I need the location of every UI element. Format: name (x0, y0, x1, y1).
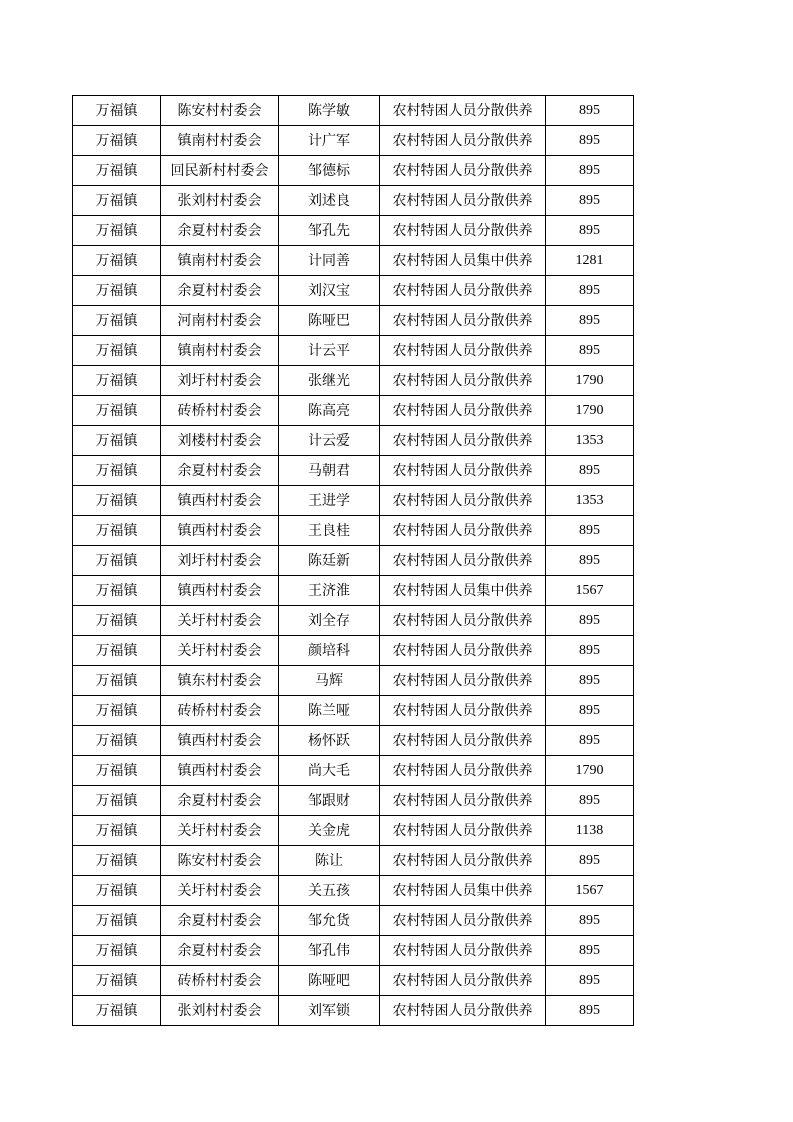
support-type-cell: 农村特困人员分散供养 (380, 486, 546, 516)
table-row (73, 546, 634, 576)
town-cell: 万福镇 (73, 936, 161, 966)
person-name-cell: 刘军锁 (279, 996, 380, 1026)
support-type-cell: 农村特困人员分散供养 (380, 276, 546, 306)
person-name-cell: 关五孩 (279, 876, 380, 906)
town-cell: 万福镇 (73, 516, 161, 546)
town-cell: 万福镇 (73, 876, 161, 906)
village-committee-cell: 砖桥村村委会 (161, 396, 279, 426)
village-committee-cell: 余夏村村委会 (161, 906, 279, 936)
support-type-cell: 农村特困人员分散供养 (380, 996, 546, 1026)
roster-table-body (73, 96, 634, 1026)
amount-cell: 895 (546, 966, 634, 996)
town-cell: 万福镇 (73, 576, 161, 606)
amount-cell: 895 (546, 786, 634, 816)
support-type-cell: 农村特困人员分散供养 (380, 696, 546, 726)
support-type-cell: 农村特困人员集中供养 (380, 576, 546, 606)
village-committee-cell: 砖桥村村委会 (161, 966, 279, 996)
person-name-cell: 尚大毛 (279, 756, 380, 786)
roster-table (72, 95, 634, 1026)
person-name-cell: 关金虎 (279, 816, 380, 846)
town-cell: 万福镇 (73, 306, 161, 336)
support-type-cell: 农村特困人员分散供养 (380, 426, 546, 456)
support-type-cell: 农村特困人员分散供养 (380, 156, 546, 186)
village-committee-cell: 河南村村委会 (161, 306, 279, 336)
amount-cell: 1281 (546, 246, 634, 276)
town-cell: 万福镇 (73, 786, 161, 816)
amount-cell: 895 (546, 546, 634, 576)
village-committee-cell: 镇西村村委会 (161, 486, 279, 516)
village-committee-cell: 关圩村村委会 (161, 636, 279, 666)
person-name-cell: 陈哑巴 (279, 306, 380, 336)
person-name-cell: 张继光 (279, 366, 380, 396)
town-cell: 万福镇 (73, 816, 161, 846)
town-cell: 万福镇 (73, 696, 161, 726)
amount-cell: 895 (546, 516, 634, 546)
amount-cell: 1353 (546, 486, 634, 516)
table-row (73, 816, 634, 846)
town-cell: 万福镇 (73, 486, 161, 516)
table-row (73, 936, 634, 966)
village-committee-cell: 关圩村村委会 (161, 816, 279, 846)
town-cell: 万福镇 (73, 636, 161, 666)
amount-cell: 1790 (546, 396, 634, 426)
table-row (73, 306, 634, 336)
amount-cell: 895 (546, 606, 634, 636)
table-row (73, 756, 634, 786)
table-row (73, 486, 634, 516)
support-type-cell: 农村特困人员分散供养 (380, 786, 546, 816)
person-name-cell: 邹德标 (279, 156, 380, 186)
table-row (73, 576, 634, 606)
amount-cell: 895 (546, 456, 634, 486)
village-committee-cell: 陈安村村委会 (161, 96, 279, 126)
town-cell: 万福镇 (73, 216, 161, 246)
table-row (73, 846, 634, 876)
amount-cell: 1567 (546, 876, 634, 906)
table-row (73, 156, 634, 186)
person-name-cell: 计云爱 (279, 426, 380, 456)
support-type-cell: 农村特困人员分散供养 (380, 96, 546, 126)
amount-cell: 895 (546, 336, 634, 366)
support-type-cell: 农村特困人员分散供养 (380, 126, 546, 156)
village-committee-cell: 镇南村村委会 (161, 246, 279, 276)
person-name-cell: 陈兰哑 (279, 696, 380, 726)
village-committee-cell: 关圩村村委会 (161, 876, 279, 906)
town-cell: 万福镇 (73, 996, 161, 1026)
table-row (73, 276, 634, 306)
person-name-cell: 刘述良 (279, 186, 380, 216)
amount-cell: 1790 (546, 756, 634, 786)
support-type-cell: 农村特困人员分散供养 (380, 906, 546, 936)
town-cell: 万福镇 (73, 336, 161, 366)
person-name-cell: 陈学敏 (279, 96, 380, 126)
support-type-cell: 农村特困人员分散供养 (380, 966, 546, 996)
village-committee-cell: 张刘村村委会 (161, 996, 279, 1026)
table-row (73, 216, 634, 246)
town-cell: 万福镇 (73, 96, 161, 126)
town-cell: 万福镇 (73, 546, 161, 576)
support-type-cell: 农村特困人员分散供养 (380, 606, 546, 636)
person-name-cell: 计广军 (279, 126, 380, 156)
village-committee-cell: 张刘村村委会 (161, 186, 279, 216)
village-committee-cell: 回民新村村委会 (161, 156, 279, 186)
village-committee-cell: 关圩村村委会 (161, 606, 279, 636)
support-type-cell: 农村特困人员分散供养 (380, 666, 546, 696)
table-row (73, 186, 634, 216)
support-type-cell: 农村特困人员分散供养 (380, 816, 546, 846)
village-committee-cell: 余夏村村委会 (161, 456, 279, 486)
amount-cell: 895 (546, 846, 634, 876)
amount-cell: 895 (546, 906, 634, 936)
amount-cell: 895 (546, 636, 634, 666)
table-row (73, 876, 634, 906)
town-cell: 万福镇 (73, 396, 161, 426)
support-type-cell: 农村特困人员集中供养 (380, 246, 546, 276)
person-name-cell: 邹跟财 (279, 786, 380, 816)
person-name-cell: 计同善 (279, 246, 380, 276)
person-name-cell: 刘全存 (279, 606, 380, 636)
town-cell: 万福镇 (73, 456, 161, 486)
table-row (73, 456, 634, 486)
town-cell: 万福镇 (73, 126, 161, 156)
table-row (73, 336, 634, 366)
amount-cell: 1138 (546, 816, 634, 846)
support-type-cell: 农村特困人员分散供养 (380, 756, 546, 786)
village-committee-cell: 余夏村村委会 (161, 276, 279, 306)
person-name-cell: 王进学 (279, 486, 380, 516)
village-committee-cell: 镇西村村委会 (161, 576, 279, 606)
person-name-cell: 邹允货 (279, 906, 380, 936)
town-cell: 万福镇 (73, 186, 161, 216)
village-committee-cell: 陈安村村委会 (161, 846, 279, 876)
village-committee-cell: 刘圩村村委会 (161, 366, 279, 396)
support-type-cell: 农村特困人员分散供养 (380, 336, 546, 366)
person-name-cell: 邹孔先 (279, 216, 380, 246)
village-committee-cell: 余夏村村委会 (161, 786, 279, 816)
village-committee-cell: 镇西村村委会 (161, 516, 279, 546)
person-name-cell: 杨怀跃 (279, 726, 380, 756)
amount-cell: 895 (546, 666, 634, 696)
town-cell: 万福镇 (73, 606, 161, 636)
table-row (73, 366, 634, 396)
town-cell: 万福镇 (73, 426, 161, 456)
amount-cell: 1567 (546, 576, 634, 606)
village-committee-cell: 刘圩村村委会 (161, 546, 279, 576)
table-row (73, 396, 634, 426)
town-cell: 万福镇 (73, 726, 161, 756)
amount-cell: 895 (546, 186, 634, 216)
person-name-cell: 计云平 (279, 336, 380, 366)
table-row (73, 726, 634, 756)
table-row (73, 666, 634, 696)
person-name-cell: 邹孔伟 (279, 936, 380, 966)
table-row (73, 966, 634, 996)
town-cell: 万福镇 (73, 756, 161, 786)
person-name-cell: 陈廷新 (279, 546, 380, 576)
support-type-cell: 农村特困人员分散供养 (380, 456, 546, 486)
table-row (73, 516, 634, 546)
town-cell: 万福镇 (73, 156, 161, 186)
amount-cell: 895 (546, 726, 634, 756)
support-type-cell: 农村特困人员分散供养 (380, 846, 546, 876)
village-committee-cell: 镇东村村委会 (161, 666, 279, 696)
support-type-cell: 农村特困人员分散供养 (380, 306, 546, 336)
town-cell: 万福镇 (73, 276, 161, 306)
village-committee-cell: 砖桥村村委会 (161, 696, 279, 726)
table-row (73, 246, 634, 276)
amount-cell: 895 (546, 306, 634, 336)
table-row (73, 996, 634, 1026)
person-name-cell: 陈哑吧 (279, 966, 380, 996)
support-type-cell: 农村特困人员分散供养 (380, 186, 546, 216)
village-committee-cell: 镇南村村委会 (161, 126, 279, 156)
amount-cell: 895 (546, 126, 634, 156)
town-cell: 万福镇 (73, 246, 161, 276)
support-type-cell: 农村特困人员集中供养 (380, 876, 546, 906)
table-row (73, 696, 634, 726)
village-committee-cell: 刘楼村村委会 (161, 426, 279, 456)
person-name-cell: 陈高亮 (279, 396, 380, 426)
village-committee-cell: 镇南村村委会 (161, 336, 279, 366)
table-row (73, 426, 634, 456)
table-row (73, 96, 634, 126)
support-type-cell: 农村特困人员分散供养 (380, 546, 546, 576)
table-row (73, 606, 634, 636)
support-type-cell: 农村特困人员分散供养 (380, 366, 546, 396)
town-cell: 万福镇 (73, 366, 161, 396)
person-name-cell: 颜培科 (279, 636, 380, 666)
person-name-cell: 王良桂 (279, 516, 380, 546)
town-cell: 万福镇 (73, 906, 161, 936)
amount-cell: 895 (546, 276, 634, 306)
table-row (73, 636, 634, 666)
support-type-cell: 农村特困人员分散供养 (380, 396, 546, 426)
amount-cell: 895 (546, 156, 634, 186)
amount-cell: 895 (546, 936, 634, 966)
person-name-cell: 马朝君 (279, 456, 380, 486)
town-cell: 万福镇 (73, 966, 161, 996)
village-committee-cell: 镇西村村委会 (161, 756, 279, 786)
table-row (73, 126, 634, 156)
village-committee-cell: 余夏村村委会 (161, 216, 279, 246)
amount-cell: 1353 (546, 426, 634, 456)
amount-cell: 895 (546, 996, 634, 1026)
town-cell: 万福镇 (73, 846, 161, 876)
amount-cell: 895 (546, 96, 634, 126)
person-name-cell: 王济淮 (279, 576, 380, 606)
village-committee-cell: 镇西村村委会 (161, 726, 279, 756)
amount-cell: 1790 (546, 366, 634, 396)
person-name-cell: 马辉 (279, 666, 380, 696)
person-name-cell: 陈让 (279, 846, 380, 876)
town-cell: 万福镇 (73, 666, 161, 696)
support-type-cell: 农村特困人员分散供养 (380, 726, 546, 756)
support-type-cell: 农村特困人员分散供养 (380, 636, 546, 666)
support-type-cell: 农村特困人员分散供养 (380, 216, 546, 246)
table-row (73, 906, 634, 936)
amount-cell: 895 (546, 216, 634, 246)
village-committee-cell: 余夏村村委会 (161, 936, 279, 966)
person-name-cell: 刘汉宝 (279, 276, 380, 306)
amount-cell: 895 (546, 696, 634, 726)
support-type-cell: 农村特困人员分散供养 (380, 516, 546, 546)
table-row (73, 786, 634, 816)
support-type-cell: 农村特困人员分散供养 (380, 936, 546, 966)
